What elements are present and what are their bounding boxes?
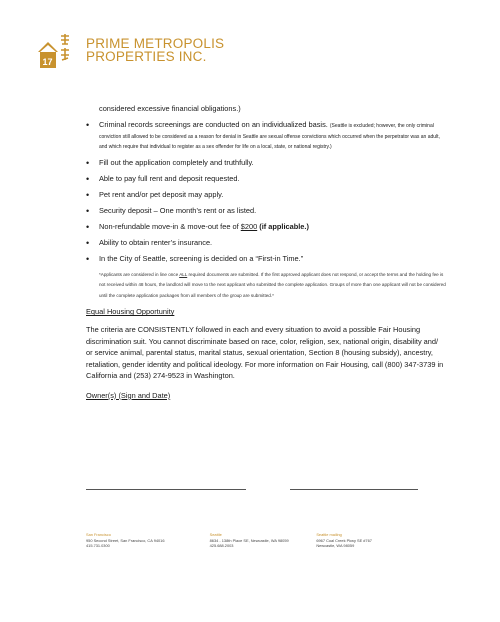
equal-housing-paragraph: The criteria are CONSISTENTLY followed in each and every situation to avoid a possible Fair Housing discrimination suit. You cannot discriminate based on race, color, religion, sex, national origin, disability and/ or service animal, parental status, marital status, sexual orientation, Section 8 (housing subsidy), ancestry, retaliation, gender identity and political ideology. For more information on Fair Housing, call (800) 347-3739 in California and (253) 274-9523 in Washington. bbox=[86, 325, 444, 381]
logo-number: 17 bbox=[42, 57, 53, 67]
list-item bbox=[86, 158, 446, 168]
signature-line[interactable] bbox=[86, 489, 246, 490]
list-item bbox=[86, 238, 446, 248]
criminal-screening-text: Criminal records screenings are conducted on an individualized basis. bbox=[99, 120, 328, 129]
note-emphasis: ALL bbox=[179, 271, 188, 277]
note-text: *Applicants are considered in line once bbox=[99, 271, 180, 277]
office-footer bbox=[86, 532, 426, 549]
logo-line-1: PRIME METROPOLIS bbox=[86, 36, 225, 51]
office-address: 8634 - 138th Place SE, Newcastle, WA 98059 bbox=[209, 537, 289, 543]
logo-mark-icon bbox=[34, 30, 80, 70]
office-phone: 425.688.2003 bbox=[209, 543, 234, 549]
list-item-text: Security deposit – One month’s rent or as listed. bbox=[99, 205, 257, 215]
company-logo bbox=[34, 30, 224, 70]
office-seattle-mailing bbox=[316, 532, 426, 549]
criteria-content bbox=[86, 104, 446, 408]
equal-housing-heading: Equal Housing Opportunity bbox=[86, 307, 175, 317]
list-item-text: Fill out the application completely and truthfully. bbox=[99, 157, 254, 167]
office-address: 6967 Coal Creek Pkwy SE #767 bbox=[316, 537, 372, 543]
list-item bbox=[86, 222, 446, 232]
logo-wordmark bbox=[86, 37, 224, 63]
criminal-screening-detail: (Seattle is excluded; however, the only criminal conviction still allowed to be considered as a reason for denial in Seattle are sexual offense convictions which occurred when the perpetrator was an adult, and which require that individual to register as a sex offender for life on a local, state, or national registry.) bbox=[99, 123, 440, 151]
office-phone: Newcastle, WA 98059 bbox=[316, 543, 355, 549]
office-seattle bbox=[210, 532, 317, 549]
signature-lines bbox=[86, 489, 418, 490]
list-item-text: Pet rent and/or pet deposit may apply. bbox=[99, 189, 224, 199]
fee-amount: $200 bbox=[240, 221, 258, 231]
list-item bbox=[86, 190, 446, 200]
office-name: Seattle bbox=[209, 532, 222, 537]
list-item-text: Able to pay full rent and deposit requested. bbox=[99, 173, 240, 183]
office-name: San Francisco bbox=[86, 532, 111, 537]
list-item-text: Ability to obtain renter’s insurance. bbox=[99, 237, 213, 247]
list-item bbox=[86, 206, 446, 216]
office-san-francisco bbox=[86, 532, 210, 549]
logo-line-2: PROPERTIES INC. bbox=[86, 49, 207, 64]
note-text: required documents are submitted. If the first approved applicant does not respond, or accept the terms and the holding fee is not received within 48 hours, the landlord will move to the next applicant who submitted the complete application. Groups of more than one applicant will not be considered until the complete application packages from all members of the group are submitted.* bbox=[99, 271, 446, 298]
signature-heading: Owner(s) (Sign and Date) bbox=[86, 390, 171, 400]
list-item bbox=[86, 120, 446, 152]
criteria-list bbox=[86, 120, 446, 264]
list-item-text: In the City of Seattle, screening is decided on a “First-in Time.” bbox=[99, 253, 304, 263]
continued-text: considered excessive financial obligations.) bbox=[99, 104, 241, 113]
list-item bbox=[86, 254, 446, 264]
first-in-time-note bbox=[99, 270, 446, 302]
list-item bbox=[86, 174, 446, 184]
fee-suffix: (if applicable.) bbox=[257, 221, 309, 231]
office-name: Seattle mailing bbox=[316, 532, 342, 537]
date-line[interactable] bbox=[290, 489, 418, 490]
office-phone: 415.731.0300 bbox=[86, 543, 110, 549]
fee-prefix: Non-refundable move-in & move-out fee of bbox=[99, 221, 241, 231]
office-address: 950 Second Street, San Francisco, CA 94016 bbox=[86, 537, 165, 543]
